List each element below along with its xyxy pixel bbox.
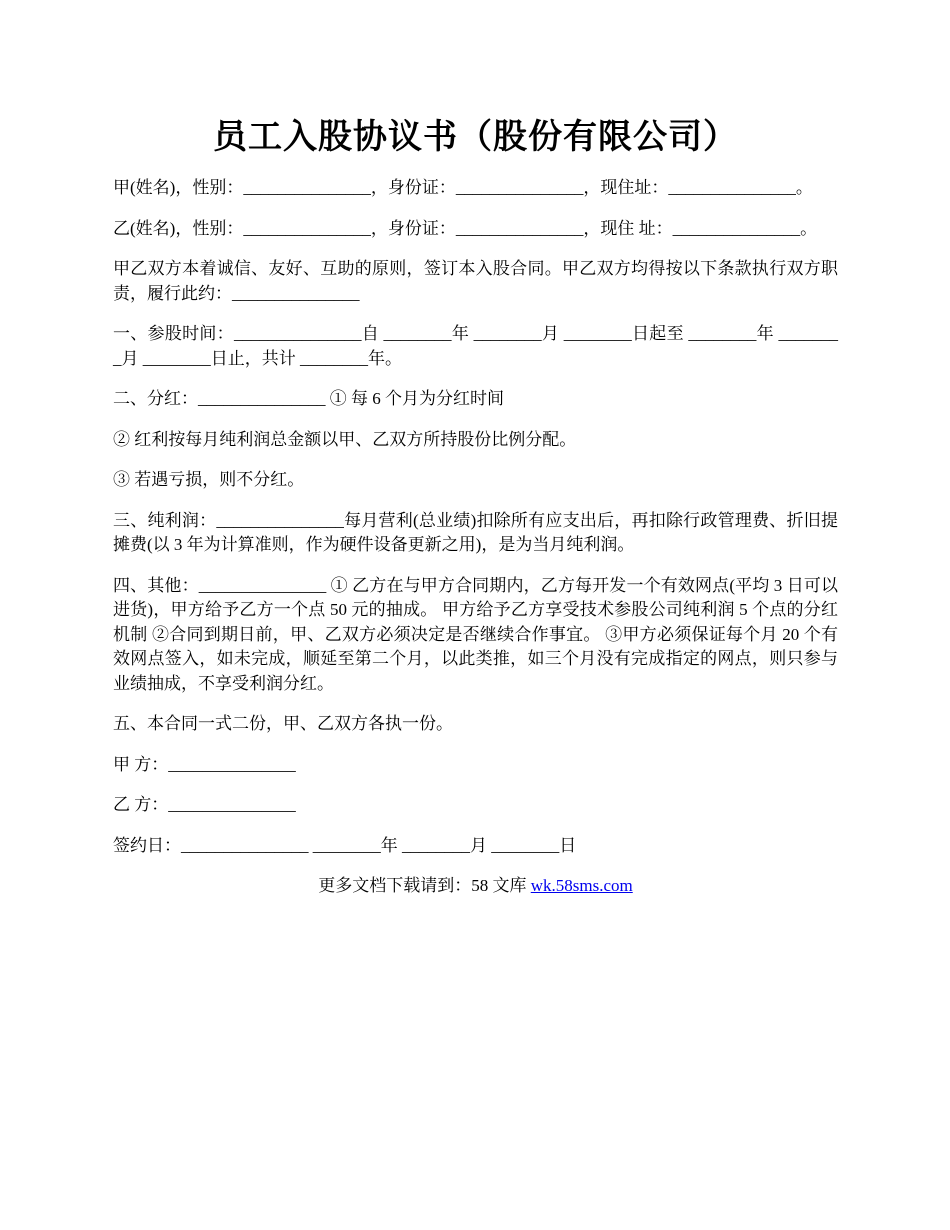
clause-5-copies: 五、本合同一式二份，甲、乙双方各执一份。 <box>113 714 453 733</box>
clause-2-item-2: ② 红利按每月纯利润总金额以甲、乙双方所持股份比例分配。 <box>113 429 577 449</box>
clause-4-other: 四、其他：_______________ ① 乙方在与甲方合同期内，乙方每开发一个有效网点(平均 3 日可以进货)，甲方给予乙方一个点 50 元的抽成。 甲方给予乙方享受技术参股公司纯利润 5 个点的分红机制 ②合同到期日前，甲、乙双方必须决定是否继续合作事宜。 ③甲方必须保证每个月 20 个有效网点签入，如未完成，顺延至第二个月，以此类推，如三个月没有完成指定的网点，则只参与业绩抽成，不享受利润分红。 <box>113 575 838 693</box>
preamble: 甲乙双方本着诚信、友好、互助的原则，签订本入股合同。甲乙双方均得按以下条款执行双方职责，履行此约：_______________ <box>113 259 838 303</box>
footer-link[interactable]: wk.58sms.com <box>530 876 633 895</box>
signature-party-a: 甲 方：_______________ <box>113 754 296 774</box>
clause-2-item-3: ③ 若遇亏损，则不分红。 <box>113 470 305 489</box>
clause-1-period: 一、参股时间：_______________自 ________年 ________月 ________日起至 ________年 ________月 ________日止，共计 ________年。 <box>113 324 838 368</box>
party-a-info: 甲(姓名)，性别：_______________，身份证：_______________，现住址：_______________。 <box>113 178 813 197</box>
footer-text: 更多文档下载请到：58 文库 <box>318 876 531 895</box>
signing-date: 签约日：_______________ ________年 ________月 ________日 <box>113 835 577 855</box>
footer <box>113 874 838 898</box>
signature-party-b: 乙 方：_______________ <box>113 795 296 814</box>
document-body <box>113 176 838 858</box>
clause-2-dividend: 二、分红：_______________ ① 每 6 个月为分红时间 <box>113 389 504 408</box>
document-title: 员工入股协议书（股份有限公司） <box>213 117 738 157</box>
party-b-info: 乙(姓名)，性别：_______________，身份证：_______________，现住 址：_______________。 <box>113 218 818 238</box>
clause-3-net-profit: 三、纯利润：_______________每月营利(总业绩)扣除所有应支出后，再扣除行政管理费、折旧提摊费(以 3 年为计算准则，作为硬件设备更新之用)，是为当月纯利润。 <box>113 510 838 554</box>
